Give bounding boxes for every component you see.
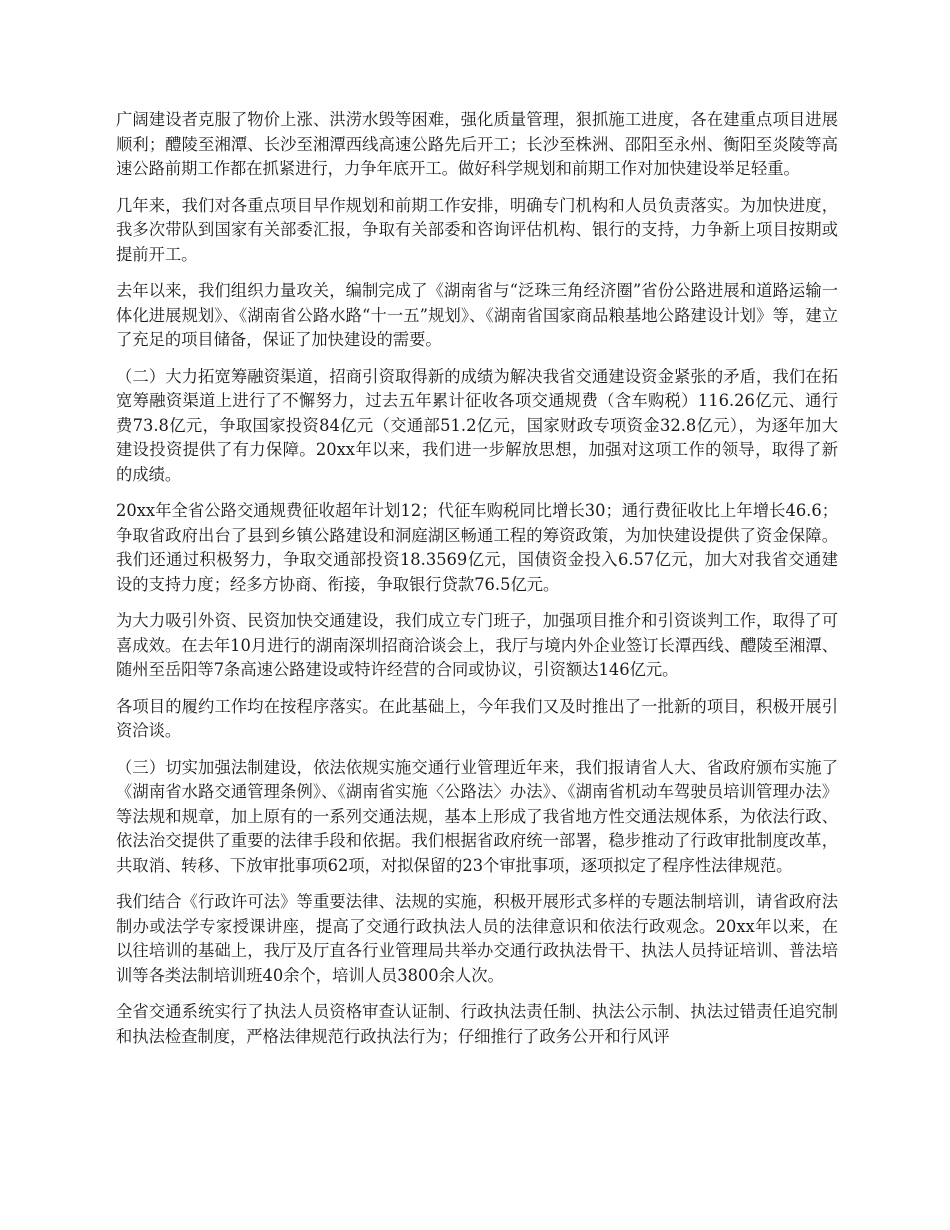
paragraph: 20xx年全省公路交通规费征收超年计划12；代征车购税同比增长30；通行费征收比上年增长46.6；争取省政府出台了县到乡镇公路建设和洞庭湖区畅通工程的筹资政策，为加快建设提供了资金保障。我们还通过积极努力，争取交通部投资18.3569亿元，国债资金投入6.57亿元，加大对我省交通建设的支持力度；经多方协商、衔接，争取银行贷款76.5亿元。: [116, 501, 838, 594]
paragraph: 几年来，我们对各重点项目早作规划和前期工作安排，明确专门机构和人员负责落实。为加快进度，我多次带队到国家有关部委汇报，争取有关部委和咨询评估机构、银行的支持，力争新上项目按期或提前开工。: [116, 195, 838, 264]
paragraph: 广阔建设者克服了物价上涨、洪涝水毁等困难，强化质量管理，狠抓施工进度，各在建重点项目进展顺利；醴陵至湘潭、长沙至湘潭西线高速公路先后开工；长沙至株洲、邵阳至永州、衡阳至炎陵等高速公路前期工作都在抓紧进行，力争年底开工。做好科学规划和前期工作对加快建设举足轻重。: [116, 110, 838, 178]
paragraph: 为大力吸引外资、民资加快交通建设，我们成立专门班子，加强项目推介和引资谈判工作，取得了可喜成效。在去年10月进行的湖南深圳招商洽谈会上，我厅与境内外企业签订长潭西线、醴陵至湘潭、随州至岳阳等7条高速公路建设或特许经营的合同或协议，引资额达146亿元。: [116, 611, 838, 679]
paragraph: 各项目的履约工作均在按程序落实。在此基础上，今年我们又及时推出了一批新的项目，积极开展引资洽谈。: [116, 696, 838, 740]
paragraph: （三）切实加强法制建设，依法依规实施交通行业管理近年来，我们报请省人大、省政府颁布实施了《湖南省水路交通管理条例》、《湖南省实施〈公路法〉办法》、《湖南省机动车驾驶员培训管理办法》等法规和规章，加上原有的一系列交通法规，基本上形成了我省地方性交通法规体系，为依法行政、依法治交提供了重要的法律手段和依据。我们根据省政府统一部署，稳步推动了行政审批制度改革，共取消、转移、下放审批事项62项，对拟保留的23个审批事项，逐项拟定了程序性法律规范。: [116, 757, 838, 875]
paragraph: 我们结合《行政许可法》等重要法律、法规的实施，积极开展形式多样的专题法制培训，请省政府法制办或法学专家授课讲座，提高了交通行政执法人员的法律意识和依法行政观念。20xx年以来，在以往培训的基础上，我厅及厅直各行业管理局共举办交通行政执法骨干、执法人员持证培训、普法培训等各类法制培训班40余个，培训人员3800余人次。: [116, 892, 838, 985]
document-body: [116, 108, 838, 1061]
paragraph: 去年以来，我们组织力量攻关，编制完成了《湖南省与“泛珠三角经济圈”省份公路进展和道路运输一体化进展规划》、《湖南省公路水路“十一五”规划》、《湖南省国家商品粮基地公路建设计划》等，建立了充足的项目储备，保证了加快建设的需要。: [116, 281, 838, 349]
paragraph: 全省交通系统实行了执法人员资格审查认证制、行政执法责任制、执法公示制、执法过错责任追究制和执法检查制度，严格法律规范行政执法行为；仔细推行了政务公开和行风评: [116, 1002, 838, 1046]
paragraph: （二）大力拓宽筹融资渠道，招商引资取得新的成绩为解决我省交通建设资金紧张的矛盾，我们在拓宽筹融资渠道上进行了不懈努力，过去五年累计征收各项交通规费（含车购税）116.26亿元、通行费73.8亿元，争取国家投资84亿元（交通部51.2亿元，国家财政专项资金32.8亿元），为逐年加大建设投资提供了有力保障。20xx年以来，我们进一步解放思想，加强对这项工作的领导，取得了新的成绩。: [116, 366, 838, 484]
